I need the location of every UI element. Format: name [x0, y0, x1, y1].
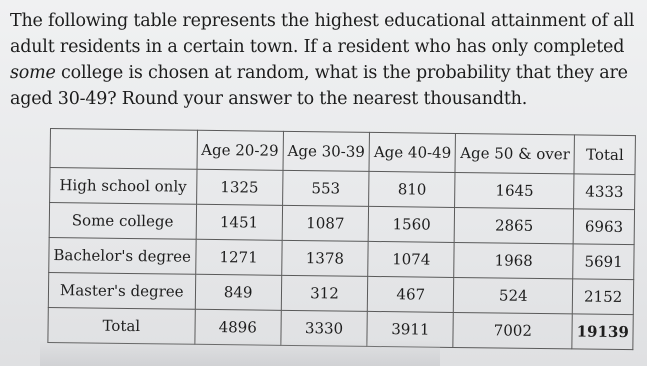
table-cell: 1560 — [368, 206, 455, 242]
header-cell-age-30-39: Age 30-39 — [283, 131, 370, 171]
table-cell: 1378 — [282, 240, 369, 276]
header-cell-corner — [50, 129, 197, 170]
row-label: Master's degree — [48, 272, 195, 309]
table-cell: 849 — [195, 274, 282, 310]
table-cell-grand-total: 19139 — [572, 314, 634, 350]
table-cell: 524 — [454, 277, 573, 313]
table-cell: 1968 — [454, 242, 573, 278]
row-label: Total — [48, 307, 195, 344]
table-cell: 553 — [282, 170, 369, 206]
header-cell-age-20-29: Age 20-29 — [197, 130, 284, 170]
bottom-shadow — [40, 340, 440, 366]
table-cell: 4896 — [194, 309, 281, 345]
table-cell: 312 — [281, 275, 368, 311]
question-emphasis: some — [10, 63, 56, 83]
question-part-2: college is chosen at random, what is the probability that they are aged 30-49? Round your answer to the nearest thousandth. — [10, 63, 628, 109]
attainment-table — [47, 128, 636, 350]
table-cell: 1645 — [455, 172, 574, 208]
table-cell-total: 2152 — [572, 279, 634, 315]
table-cell: 1451 — [196, 204, 283, 240]
table-cell: 1074 — [368, 241, 455, 277]
table-cell: 3911 — [367, 311, 454, 347]
table-cell-total: 4333 — [574, 174, 636, 210]
table-cell: 3330 — [281, 310, 368, 346]
table-cell: 2865 — [455, 207, 574, 243]
table-cell: 467 — [367, 276, 454, 312]
question-text — [10, 8, 640, 112]
table-cell: 7002 — [453, 312, 572, 348]
table-cell: 1271 — [195, 239, 282, 275]
row-label: Some college — [49, 203, 196, 240]
attainment-table-wrapper — [47, 128, 636, 345]
table-cell-total: 5691 — [573, 244, 635, 280]
table-cell: 810 — [369, 171, 456, 207]
table-cell-total: 6963 — [573, 209, 635, 245]
row-label: High school only — [50, 168, 197, 205]
table-cell: 1087 — [282, 205, 369, 241]
header-cell-age-50-over: Age 50 & over — [455, 133, 574, 173]
table-cell: 1325 — [196, 169, 283, 205]
header-cell-total: Total — [574, 135, 636, 175]
question-part-1: The following table represents the highest educational attainment of all adult residents in a certain town. If a resident who has only completed — [10, 11, 635, 57]
header-cell-age-40-49: Age 40-49 — [369, 132, 456, 172]
row-label: Bachelor's degree — [49, 237, 196, 274]
